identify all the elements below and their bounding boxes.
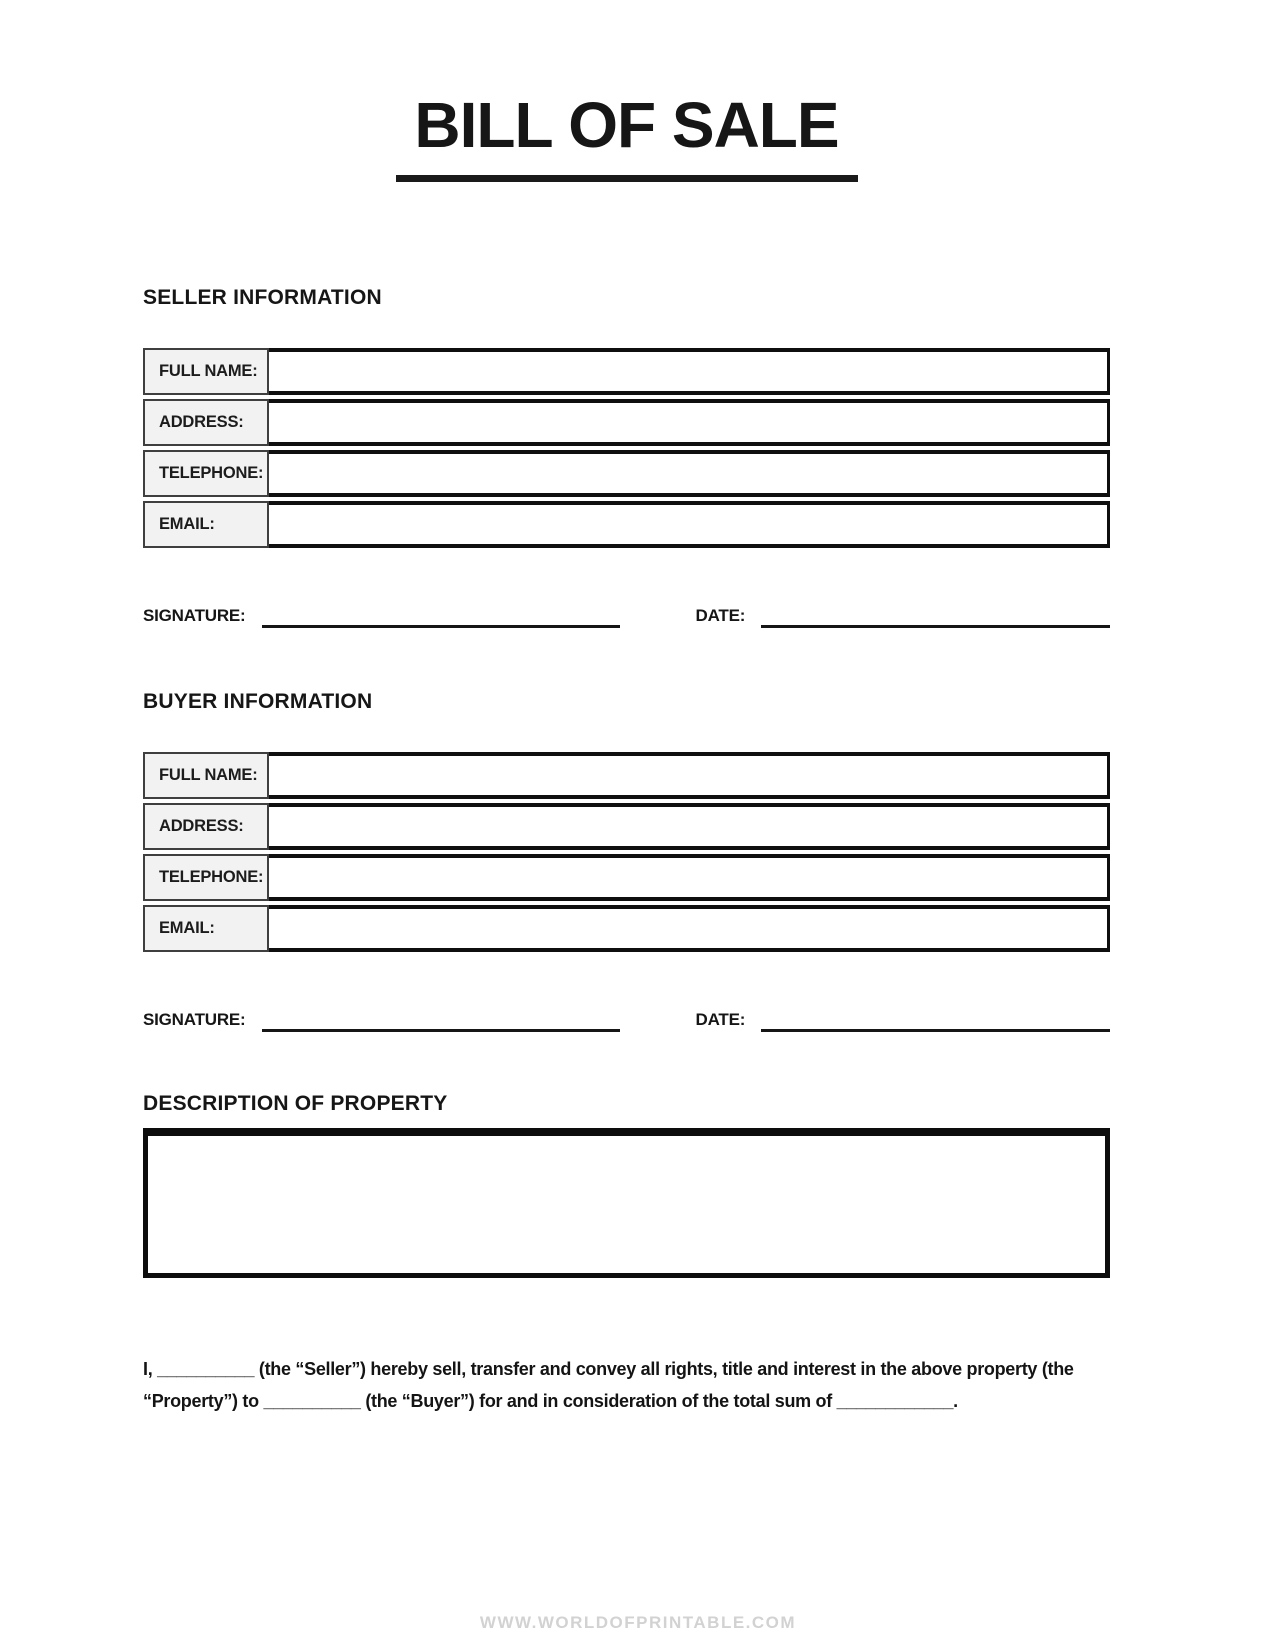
buyer-full-name-label: FULL NAME:	[143, 752, 269, 799]
seller-full-name-input[interactable]	[269, 348, 1110, 395]
buyer-fields-table	[143, 752, 1110, 952]
table-row	[143, 399, 1110, 446]
table-row	[143, 905, 1110, 952]
buyer-address-label: ADDRESS:	[143, 803, 269, 850]
table-row	[143, 803, 1110, 850]
table-row	[143, 854, 1110, 901]
seller-telephone-input[interactable]	[269, 450, 1110, 497]
title-block	[143, 0, 1110, 182]
footer-url: WWW.WORLDOFPRINTABLE.COM	[479, 1613, 797, 1632]
table-row	[143, 450, 1110, 497]
seller-date-label: DATE:	[695, 606, 746, 626]
buyer-section-heading: BUYER INFORMATION	[143, 690, 373, 714]
seller-telephone-label: TELEPHONE:	[143, 450, 269, 497]
buyer-address-input[interactable]	[269, 803, 1110, 850]
buyer-email-label: EMAIL:	[143, 905, 269, 952]
seller-full-name-label: FULL NAME:	[143, 348, 269, 395]
table-row	[143, 501, 1110, 548]
property-description-box[interactable]	[143, 1128, 1110, 1278]
buyer-signature-line[interactable]	[262, 1008, 620, 1032]
seller-signature-label: SIGNATURE:	[143, 606, 246, 626]
seller-fields-table	[143, 348, 1110, 548]
buyer-date-label: DATE:	[695, 1010, 746, 1030]
seller-address-input[interactable]	[269, 399, 1110, 446]
seller-email-input[interactable]	[269, 501, 1110, 548]
buyer-signature-label: SIGNATURE:	[143, 1010, 246, 1030]
title-underline	[396, 175, 858, 182]
buyer-telephone-label: TELEPHONE:	[143, 854, 269, 901]
buyer-signature-row	[143, 1008, 1110, 1032]
seller-signature-line[interactable]	[262, 604, 620, 628]
seller-section-heading: SELLER INFORMATION	[143, 286, 382, 310]
property-section-heading: DESCRIPTION OF PROPERTY	[143, 1092, 448, 1116]
seller-address-label: ADDRESS:	[143, 399, 269, 446]
table-row	[143, 752, 1110, 799]
buyer-email-input[interactable]	[269, 905, 1110, 952]
seller-email-label: EMAIL:	[143, 501, 269, 548]
buyer-telephone-input[interactable]	[269, 854, 1110, 901]
declaration-text: I, __________ (the “Seller”) hereby sell, transfer and convey all rights, title and interest in the above property (the “Property”) to __________ (the “Buyer”) for and in consideration of the total sum of ____________.	[143, 1359, 1074, 1411]
table-row	[143, 348, 1110, 395]
seller-date-line[interactable]	[761, 604, 1110, 628]
page-title: BILL OF SALE	[414, 89, 839, 161]
buyer-date-line[interactable]	[761, 1008, 1110, 1032]
buyer-full-name-input[interactable]	[269, 752, 1110, 799]
seller-signature-row	[143, 604, 1110, 628]
